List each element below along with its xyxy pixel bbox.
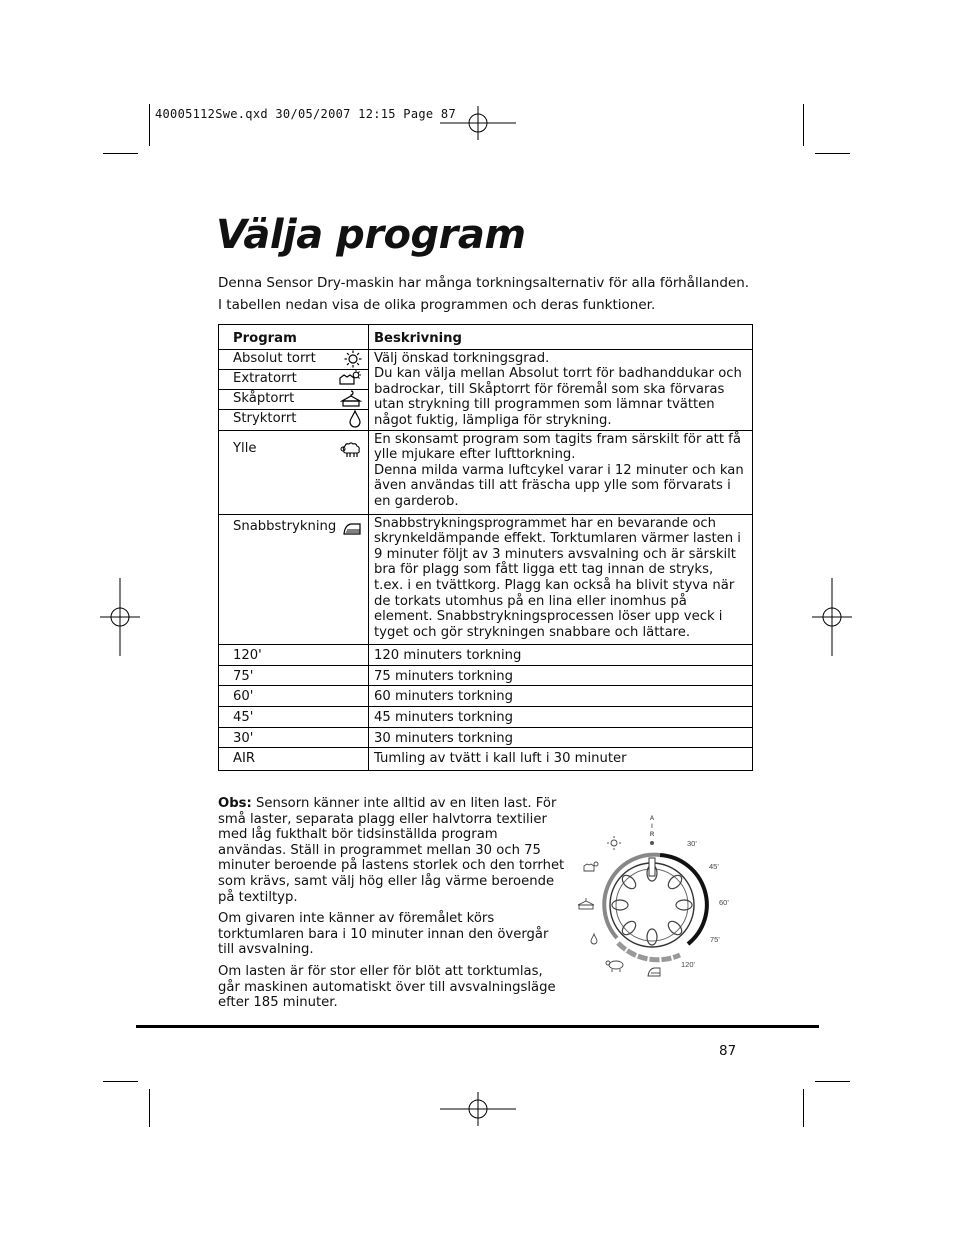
- air-letter: R: [649, 832, 655, 838]
- table-row: [219, 349, 753, 430]
- registration-mark-icon: [100, 578, 140, 656]
- program-name: Stryktorrt: [233, 411, 297, 427]
- note-paragraph: Om lasten är för stor eller för blöt att torktumlas, går maskinen automatiskt över till avsvalningsläge efter 185 minuter.: [218, 963, 556, 1011]
- table-row: [219, 665, 753, 686]
- quick-iron-description: Snabbstrykningsprogrammet har en bevarande och skrynkeldämpande effekt. Torktumlaren värmer lasten i 9 minuter följt av 3 minuters avsvalning och är särskilt bra för plagg som fått ligga ett tag innan de stryks, t.ex. i en tvättkorg. Plagg kan också ha blivit styva när de torkats utomhus på en lina eller inomhus på element. Snabbstrykningsprocessen löser upp veck i tyget och gör strykningen snabbare och lättare.: [369, 514, 753, 645]
- crop-mark: [149, 104, 150, 146]
- crop-mark: [815, 1081, 850, 1082]
- time-label: 45': [709, 862, 719, 871]
- sensor-program-list: [219, 349, 369, 430]
- program-dial-diagram: [570, 810, 750, 980]
- note-paragraph: Om givaren inte känner av föremålet körs torktumlaren bara i 10 minuter innan den övergår till avsvalning.: [218, 911, 549, 958]
- crop-mark: [103, 153, 138, 154]
- crop-mark: [815, 153, 850, 154]
- crop-mark: [803, 1089, 804, 1127]
- shirt-sun-icon: [584, 862, 598, 871]
- footer-rule: [136, 1025, 819, 1028]
- program-absolut-torrt: [219, 350, 368, 370]
- dial-pointer: [649, 858, 655, 876]
- program-description: Tumling av tvätt i kall luft i 30 minuter: [369, 748, 753, 771]
- obs-text: Sensorn känner inte alltid av en liten last. För små laster, separata plagg eller halvtorra textilier med låg fukthalt bör tidsinställda program användas. Ställ in programmet mellan 30 och 75 minuter beroende på lastens storlek och den torrhet som krävs, samt välj hög eller låg värme beroende på textiltyp.: [218, 796, 565, 905]
- header-program: Program: [219, 325, 369, 350]
- air-letter: I: [651, 824, 653, 830]
- table-row: [219, 514, 753, 645]
- program-skaptorrt: [219, 390, 368, 410]
- drop-icon: [591, 934, 597, 944]
- program-name: 60': [219, 686, 369, 707]
- table-row: [219, 430, 753, 514]
- sun-icon: [344, 350, 362, 368]
- crop-mark: [803, 104, 804, 146]
- crop-mark: [149, 1089, 150, 1127]
- notes-section: [218, 796, 568, 1017]
- program-name: 120': [219, 645, 369, 666]
- program-snabbstrykning: [219, 514, 369, 645]
- hanger-icon: [578, 898, 594, 909]
- shirt-sun-icon: [338, 370, 362, 388]
- program-name: Snabbstrykning: [233, 518, 337, 534]
- program-description: 60 minuters torkning: [369, 686, 753, 707]
- program-description: 45 minuters torkning: [369, 707, 753, 728]
- sheep-icon: [606, 961, 623, 972]
- sun-icon: [607, 836, 621, 850]
- program-ylle: [219, 430, 369, 514]
- iron-icon: [648, 968, 660, 976]
- sheep-icon: [340, 441, 362, 459]
- table-row: [219, 707, 753, 728]
- program-name: 75': [219, 665, 369, 686]
- obs-paragraph: [218, 796, 568, 905]
- page-number: 87: [719, 1043, 737, 1059]
- hanger-icon: [340, 390, 362, 408]
- program-table: [218, 324, 753, 771]
- file-info-header: 40005112Swe.qxd 30/05/2007 12:15 Page 87: [155, 107, 456, 121]
- program-name: Absolut torrt: [233, 351, 316, 367]
- program-stryktorrt: [219, 410, 368, 429]
- program-extratorrt: [219, 370, 368, 390]
- table-row: [219, 686, 753, 707]
- sensor-description: Välj önskad torkningsgrad. Du kan välja mellan Absolut torrt för badhanddukar och badrockar, till Skåptorrt för föremål som ska förvaras utan strykning till programmen som lämnar tvätten något fuktig, lämpliga för strykning.: [369, 349, 753, 430]
- time-label: 60': [719, 898, 729, 907]
- page-title: Välja program: [216, 212, 526, 258]
- header-description: Beskrivning: [369, 325, 753, 350]
- intro-line: I tabellen nedan visa de olika programmen och deras funktioner.: [218, 297, 656, 313]
- crop-mark: [103, 1081, 138, 1082]
- obs-label: Obs:: [218, 796, 252, 811]
- program-name: Skåptorrt: [233, 391, 295, 407]
- program-name: AIR: [219, 748, 369, 771]
- table-row: [219, 748, 753, 771]
- time-label: 120': [681, 960, 695, 969]
- program-name: 45': [219, 707, 369, 728]
- table-row: [219, 727, 753, 748]
- table-row: [219, 645, 753, 666]
- table-header-row: [219, 325, 753, 350]
- registration-mark-icon: [440, 1092, 516, 1128]
- air-letter: A: [649, 816, 655, 822]
- program-name: Ylle: [233, 440, 257, 456]
- program-description: 120 minuters torkning: [369, 645, 753, 666]
- intro-line: Denna Sensor Dry-maskin har många torkningsalternativ för alla förhållanden.: [218, 275, 750, 291]
- program-description: 75 minuters torkning: [369, 665, 753, 686]
- time-label: 30': [687, 839, 697, 848]
- drop-icon: [348, 410, 362, 428]
- program-description: 30 minuters torkning: [369, 727, 753, 748]
- program-name: 30': [219, 727, 369, 748]
- program-name: Extratorrt: [233, 371, 297, 387]
- intro-text: [218, 272, 749, 316]
- iron-icon: [342, 519, 362, 537]
- air-dot: [650, 841, 654, 845]
- registration-mark-icon: [812, 578, 852, 656]
- time-label: 75': [710, 935, 720, 944]
- wool-description: En skonsamt program som tagits fram särskilt för att få ylle mjukare efter lufttorkning. Denna milda varma luftcykel varar i 12 minuter och kan även användas till att fräscha upp ylle som förvarats i en garderob.: [369, 430, 753, 514]
